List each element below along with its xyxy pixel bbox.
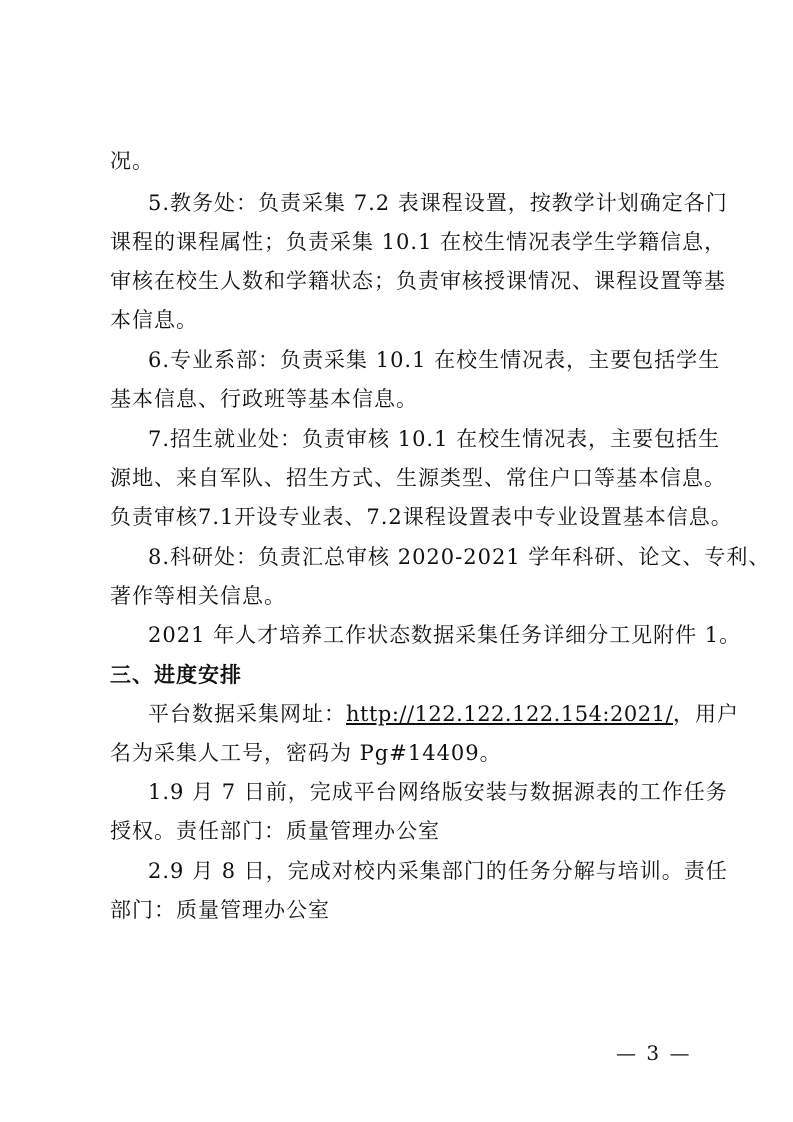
text-line: 5.教务处：负责采集 7.2 表课程设置，按教学计划确定各门 xyxy=(148,191,728,215)
platform-suffix: ，用户 xyxy=(673,702,740,726)
text-line: 8.科研处：负责汇总审核 2020-2021 学年科研、论文、专利、 xyxy=(148,545,771,569)
text-line: 课程的课程属性；负责采集 10.1 在校生情况表学生学籍信息， xyxy=(110,230,727,254)
text-line: 基本信息、行政班等基本信息。 xyxy=(110,387,418,411)
platform-line xyxy=(148,699,739,729)
text-line: 2021 年人才培养工作状态数据采集任务详细分工见附件 1。 xyxy=(148,623,742,647)
text-line: 7.招生就业处：负责审核 10.1 在校生情况表，主要包括生 xyxy=(148,427,721,451)
text-line: 授权。责任部门：质量管理办公室 xyxy=(110,819,440,843)
page-number: — 3 — xyxy=(616,1041,692,1065)
text-line: 负责审核7.1开设专业表、7.2课程设置表中专业设置基本信息。 xyxy=(110,505,733,529)
text-line: 6.专业系部：负责采集 10.1 在校生情况表，主要包括学生 xyxy=(148,348,721,372)
text-line: 审核在校生人数和学籍状态；负责审核授课情况、课程设置等基 xyxy=(110,269,726,293)
text-line: 况。 xyxy=(110,149,154,173)
text-line: 名为采集人工号，密码为 Pg#14409。 xyxy=(110,741,502,765)
platform-url-link[interactable]: http://122.122.122.154:2021/ xyxy=(346,702,674,726)
text-line: 著作等相关信息。 xyxy=(110,584,286,608)
text-line: 1.9 月 7 日前，完成平台网络版安装与数据源表的工作任务 xyxy=(148,780,728,804)
section-heading: 三、进度安排 xyxy=(110,663,242,687)
platform-prefix: 平台数据采集网址： xyxy=(148,702,346,726)
text-line: 2.9 月 8 日，完成对校内采集部门的任务分解与培训。责任 xyxy=(148,859,728,883)
text-line: 本信息。 xyxy=(110,308,198,332)
text-line: 部门：质量管理办公室 xyxy=(110,898,330,922)
text-line: 源地、来自军队、招生方式、生源类型、常住户口等基本信息。 xyxy=(110,466,726,490)
